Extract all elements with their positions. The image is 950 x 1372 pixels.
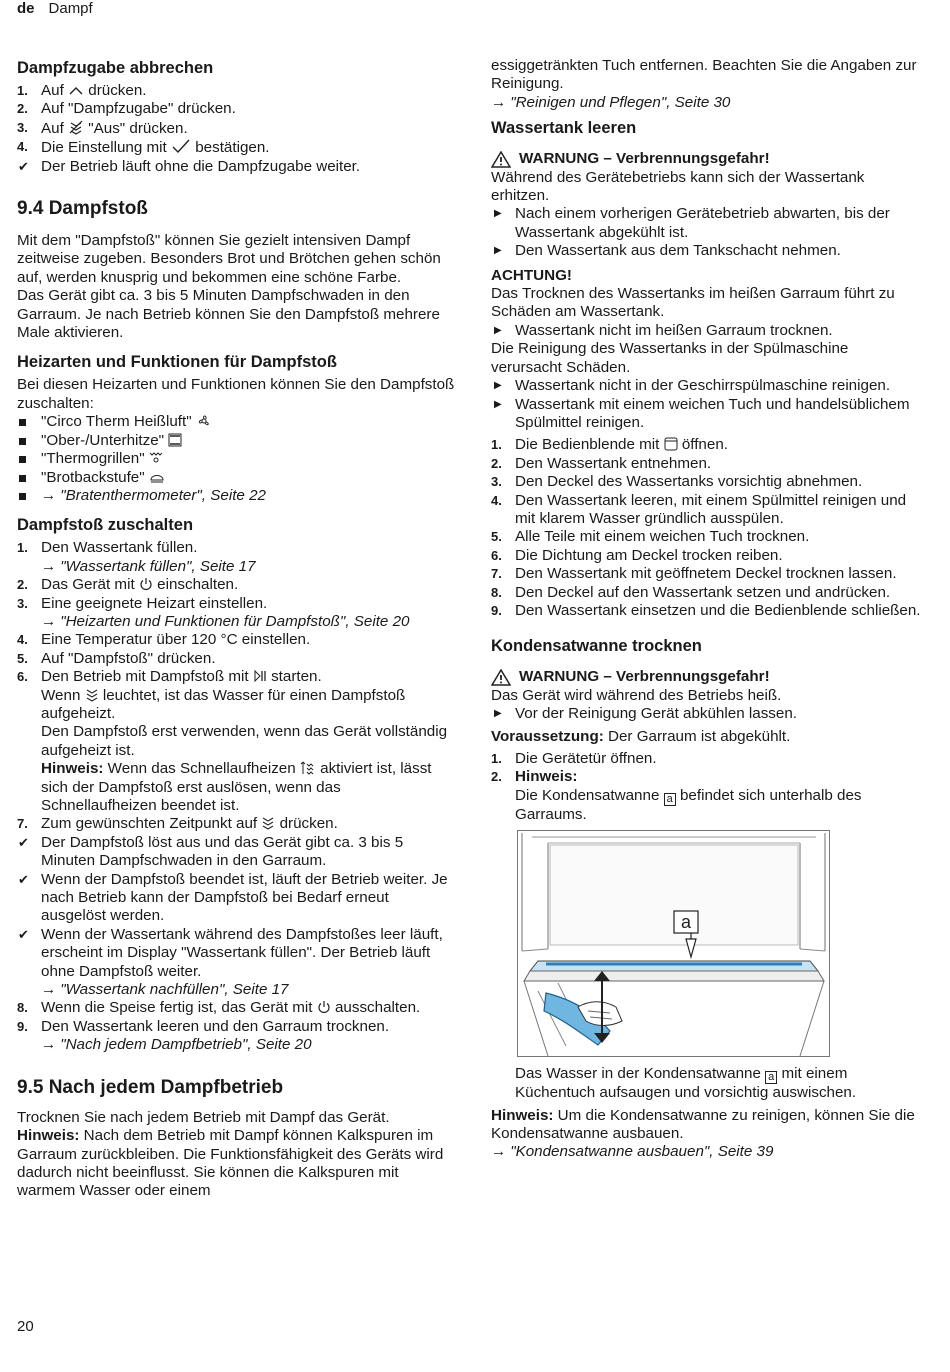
cross-reference-link[interactable]: → "Wassertank nachfüllen", Seite 17 bbox=[41, 981, 289, 999]
figure-label-a: a bbox=[680, 912, 692, 933]
list-item: 6. Den Betrieb mit Dampfstoß mit starten. Wenn leuchtet, ist das Wasser für einen Dampfstoß aufgeheizt. Den Dampfstoß erst verwenden, wenn das Gerät vollständig aufgeheizt ist. Hinweis: Wenn das Schnellaufheizen aktiviert ist, lässt sich der Dampfstoß erst auslösen, wenn das Schnellaufheizen beendet ist. bbox=[17, 668, 448, 814]
list-item: "Brotbackstufe" bbox=[17, 469, 457, 487]
checkmark-icon bbox=[171, 138, 191, 154]
paragraph: Das Gerät wird während des Betriebs heiß. bbox=[491, 686, 782, 704]
caution-heading: ACHTUNG! bbox=[491, 266, 572, 284]
paragraph: Voraussetzung: Der Garraum ist abgekühlt. bbox=[491, 727, 791, 745]
heading-heizarten: Heizarten und Funktionen für Dampfstoß bbox=[17, 353, 337, 372]
list-item: 8. Den Deckel auf den Wassertank setzen und andrücken. bbox=[491, 583, 891, 601]
thermogrill-icon bbox=[149, 451, 163, 465]
warning-heading: WARNUNG – Verbrennungsgefahr! bbox=[491, 150, 923, 168]
label-a-box: a bbox=[664, 793, 676, 806]
result-item: ✔ Wenn der Dampfstoß beendet ist, läuft der Betrieb weiter. Je nach Betrieb kann der Dampfstoß bei Bedarf erneut ausgelöst werden. bbox=[18, 870, 448, 925]
list-item: ▶ Wassertank nicht im heißen Garraum trocknen. bbox=[494, 321, 833, 339]
chevron-up-icon bbox=[68, 85, 84, 97]
list-item: 1. Die Gerätetür öffnen. bbox=[491, 750, 657, 767]
list-item: 4. Eine Temperatur über 120 °C einstellen. bbox=[17, 631, 311, 649]
result-item: ✔ Wenn der Wassertank während des Dampfstoßes leer läuft, erscheint im Display "Wassertank füllen". Der Betrieb läuft ohne Dampfstoß weiter. → "Wassertank nachfüllen", Seite 17 bbox=[18, 925, 443, 999]
paragraph: essiggetränkten Tuch entfernen. Beachten Sie die Angaben zur Reinigung. bbox=[491, 57, 917, 93]
condensate-tray-illustration bbox=[517, 830, 830, 1057]
play-pause-icon bbox=[253, 669, 267, 683]
cross-reference-link[interactable]: → "Wassertank füllen", Seite 17 bbox=[41, 557, 256, 575]
paragraph: Mit dem "Dampfstoß" können Sie gezielt intensiven Dampf zeitweise zugeben. Besonders Brot und Brötchen gehen schön auf, werden knusprig und bekommen eine schöne Farbe. bbox=[17, 232, 441, 286]
warning-triangle-icon bbox=[491, 151, 511, 168]
list-item: 5. Alle Teile mit einem weichen Tuch trocknen. bbox=[491, 528, 810, 546]
list-item: 3. Eine geeignete Heizart einstellen. → "Heizarten und Funktionen für Dampfstoß", Seite 20 bbox=[17, 594, 410, 630]
paragraph: Bei diesen Heizarten und Funktionen können Sie den Dampfstoß zuschalten: bbox=[17, 376, 455, 412]
list-item: 2. Den Wassertank entnehmen. bbox=[491, 454, 712, 472]
label-a-box: a bbox=[765, 1071, 777, 1084]
list-item: 2. Das Gerät mit einschalten. bbox=[17, 576, 239, 594]
power-icon bbox=[139, 577, 153, 591]
result-item: ✔ Der Dampfstoß löst aus und das Gerät gibt ca. 3 bis 5 Minuten Dampfschwaden in den Garraum. bbox=[18, 833, 404, 870]
list-item: "Circo Therm Heißluft" bbox=[17, 413, 457, 431]
control-panel-icon bbox=[664, 437, 678, 451]
paragraph: Während des Gerätebetriebs kann sich der Wassertank erhitzen. bbox=[491, 168, 865, 205]
rapid-heat-icon bbox=[300, 761, 316, 775]
heading-9-5-nach-jedem-dampfbetrieb: 9.5 Nach jedem Dampfbetrieb bbox=[17, 1076, 284, 1098]
heading-wassertank-leeren: Wassertank leeren bbox=[491, 119, 637, 138]
bread-bake-icon bbox=[149, 470, 165, 484]
list-item: 6. Die Dichtung am Deckel trocken reiben. bbox=[491, 546, 783, 564]
cross-reference-link[interactable]: → "Nach jedem Dampfbetrieb", Seite 20 bbox=[41, 1036, 312, 1054]
paragraph: Die Reinigung des Wassertanks in der Spülmaschine verursacht Schäden. bbox=[491, 340, 849, 376]
steam-icon bbox=[85, 688, 99, 702]
heading-kondensatwanne-trocknen: Kondensatwanne trocknen bbox=[491, 637, 702, 656]
list-item: 5. Auf "Dampfstoß" drücken. bbox=[17, 649, 216, 667]
list-item: 1. Den Wassertank füllen. → "Wassertank füllen", Seite 17 bbox=[17, 539, 256, 575]
left-column bbox=[17, 58, 457, 1201]
list-item: 9. Den Wassertank einsetzen und die Bedienblende schließen. bbox=[491, 601, 921, 619]
cross-reference-link[interactable]: → "Bratenthermometer", Seite 22 bbox=[41, 486, 266, 504]
list-item: ▶ Nach einem vorherigen Gerätebetrieb abwarten, bis der Wassertank abgekühlt ist. bbox=[494, 205, 890, 241]
section-name: Dampf bbox=[48, 0, 93, 17]
heading-dampfstoss-zuschalten: Dampfstoß zuschalten bbox=[17, 516, 194, 535]
cross-reference-link[interactable]: → "Heizarten und Funktionen für Dampfstoß", Seite 20 bbox=[41, 612, 410, 630]
list-item: 8. Wenn die Speise fertig ist, das Gerät mit ausschalten. bbox=[17, 999, 421, 1017]
circo-therm-fan-icon bbox=[196, 414, 212, 428]
steam-icon bbox=[261, 816, 275, 830]
list-item bbox=[17, 487, 457, 505]
paragraph: Hinweis: Um die Kondensatwanne zu reinigen, können Sie die Kondensatwanne ausbauen. bbox=[491, 1106, 915, 1143]
result-item: ✔ Der Betrieb läuft ohne die Dampfzugabe weiter. bbox=[18, 157, 361, 175]
list-item: 7. Zum gewünschten Zeitpunkt auf drücken. bbox=[17, 815, 338, 833]
warning-heading: WARNUNG – Verbrennungsgefahr! bbox=[491, 668, 923, 686]
paragraph: Hinweis: Nach dem Betrieb mit Dampf können Kalkspuren im Garraum zurückbleiben. Die Funktionsfähigkeit des Geräts wird dadurch nicht beeinflusst. Sie können die Kalkspuren mit warmem Wasser oder einem bbox=[17, 1127, 444, 1200]
list-item: ▶ Den Wassertank aus dem Tankschacht nehmen. bbox=[494, 242, 841, 260]
language-tag: de bbox=[17, 0, 35, 17]
paragraph: Das Gerät gibt ca. 3 bis 5 Minuten Dampfschwaden in den Garraum. Je nach Betrieb können Sie den Dampfstoß mehrere Male aktivieren. bbox=[17, 287, 440, 342]
right-column bbox=[491, 57, 923, 1162]
steam-off-icon bbox=[68, 119, 84, 135]
list-item: 1. Auf drücken. bbox=[17, 82, 147, 99]
cross-reference-link[interactable]: → "Kondensatwanne ausbauen", Seite 39 bbox=[491, 1143, 774, 1161]
list-item: ▶ Wassertank mit einem weichen Tuch und handelsüblichem Spülmittel reinigen. bbox=[494, 395, 910, 431]
power-icon bbox=[317, 1000, 331, 1014]
list-item: 2. Hinweis: Die Kondensatwanne a befindet sich unterhalb des Garraums. bbox=[491, 768, 862, 823]
heading-9-4-dampfstoss: 9.4 Dampfstoß bbox=[17, 198, 148, 220]
list-item: ▶ Vor der Reinigung Gerät abkühlen lassen. bbox=[494, 705, 797, 723]
list-item: 3. Den Deckel des Wassertanks vorsichtig abnehmen. bbox=[491, 473, 863, 491]
heading-dampfzugabe-abbrechen: Dampfzugabe abbrechen bbox=[17, 59, 214, 77]
list-item: 4. Die Einstellung mit bestätigen. bbox=[17, 139, 270, 157]
list-item: 4. Den Wassertank leeren, mit einem Spülmittel reinigen und mit klarem Wasser gründlich ausspülen. bbox=[491, 491, 907, 527]
top-bottom-heat-icon bbox=[168, 433, 182, 447]
list-item: "Ober-/Unterhitze" bbox=[17, 432, 457, 450]
figure-caption: Das Wasser in der Kondensatwanne a mit einem Küchentuch aufsaugen und vorsichtig auswischen. bbox=[515, 1065, 857, 1102]
list-item: "Thermogrillen" bbox=[17, 450, 457, 468]
list-item: 2. Auf "Dampfzugabe" drücken. bbox=[17, 100, 236, 118]
list-item: 3. Auf "Aus" drücken. bbox=[17, 119, 188, 137]
paragraph: Trocknen Sie nach jedem Betrieb mit Dampf das Gerät. bbox=[17, 1108, 390, 1126]
cross-reference-link[interactable]: → "Reinigen und Pflegen", Seite 30 bbox=[491, 93, 731, 111]
list-item: 1. Die Bedienblende mit öffnen. bbox=[491, 436, 728, 454]
list-item: 7. Den Wassertank mit geöffnetem Deckel trocknen lassen. bbox=[491, 565, 897, 583]
page-header bbox=[17, 0, 93, 18]
list-item: ▶ Wassertank nicht in der Geschirrspülmaschine reinigen. bbox=[494, 377, 891, 395]
paragraph: Das Trocknen des Wassertanks im heißen Garraum führt zu Schäden am Wassertank. bbox=[491, 285, 895, 321]
list-item: 9. Den Wassertank leeren und den Garraum trocknen. → "Nach jedem Dampfbetrieb", Seite 20 bbox=[17, 1017, 390, 1054]
warning-triangle-icon bbox=[491, 669, 511, 686]
oven-door-drawing bbox=[518, 831, 829, 1056]
page-number: 20 bbox=[17, 1318, 34, 1335]
